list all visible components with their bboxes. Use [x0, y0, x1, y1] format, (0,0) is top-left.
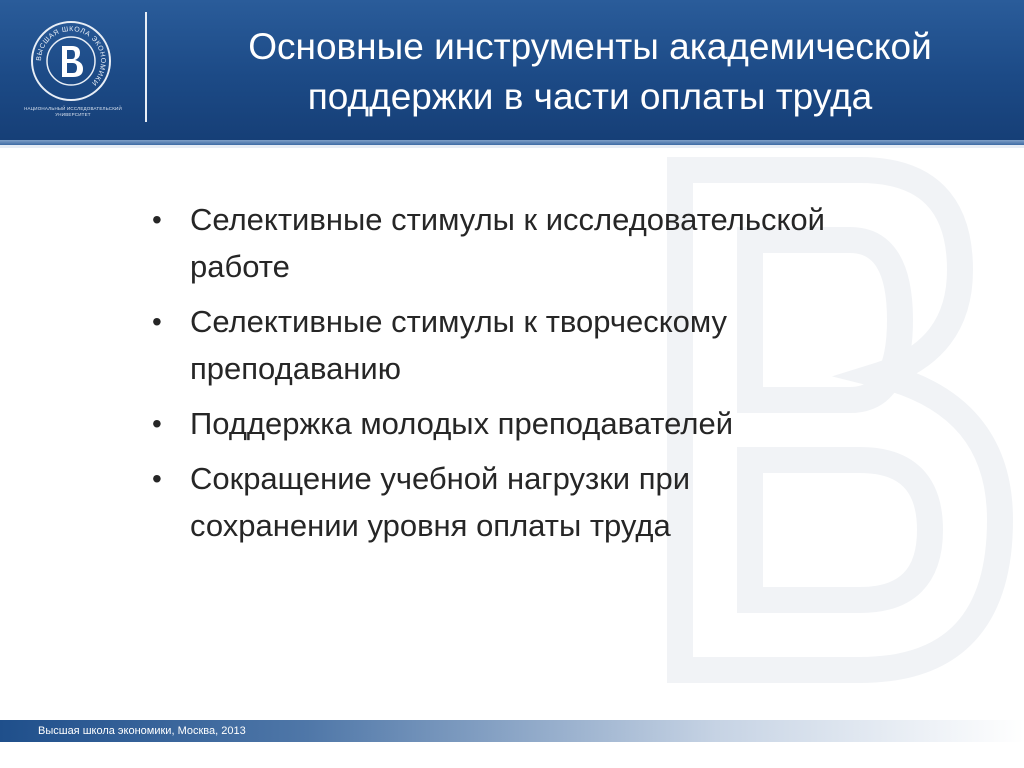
header-divider: [145, 12, 147, 122]
list-item: [150, 400, 970, 447]
bullet-icon: •: [152, 306, 162, 337]
list-item: [150, 196, 970, 290]
header-rule-light: [0, 145, 1024, 148]
bullet-text: Селективные стимулы к творческому: [190, 304, 728, 339]
slide-title-line2: поддержки в части оплаты труда: [307, 76, 873, 117]
hse-logo-icon: [30, 20, 112, 102]
footer-text: Высшая школа экономики, Москва, 2013: [38, 725, 246, 737]
bullet-text: Сокращение учебной нагрузки при: [190, 461, 691, 496]
bullet-text: Поддержка молодых преподавателей: [190, 406, 734, 441]
bullet-icon: •: [152, 408, 162, 439]
bullet-text: Селективные стимулы к исследовательской: [190, 202, 825, 237]
header-bar: [0, 0, 1024, 140]
list-item: [150, 455, 970, 549]
logo-caption-line1: НАЦИОНАЛЬНЫЙ ИССЛЕДОВАТЕЛЬСКИЙ: [24, 106, 122, 111]
logo-ring-text: ВЫСШАЯ ШКОЛА ЭКОНОМИКИ: [35, 25, 107, 87]
bullet-icon: •: [152, 463, 162, 494]
bullet-text: работе: [190, 249, 290, 284]
slide-title-line1: Основные инструменты академической: [248, 26, 932, 67]
logo-caption-line2: УНИВЕРСИТЕТ: [55, 112, 91, 117]
logo-caption: [18, 106, 128, 118]
svg-text:ВЫСШАЯ ШКОЛА ЭКОНОМИКИ: [36, 26, 106, 87]
bullet-text: сохранении уровня оплаты труда: [190, 508, 671, 543]
bullet-icon: •: [152, 204, 162, 235]
footer-bar: [0, 720, 1024, 742]
slide-title: [160, 22, 1020, 122]
bullet-text: преподаванию: [190, 351, 401, 386]
bullet-list: [150, 196, 970, 557]
list-item: [150, 298, 970, 392]
